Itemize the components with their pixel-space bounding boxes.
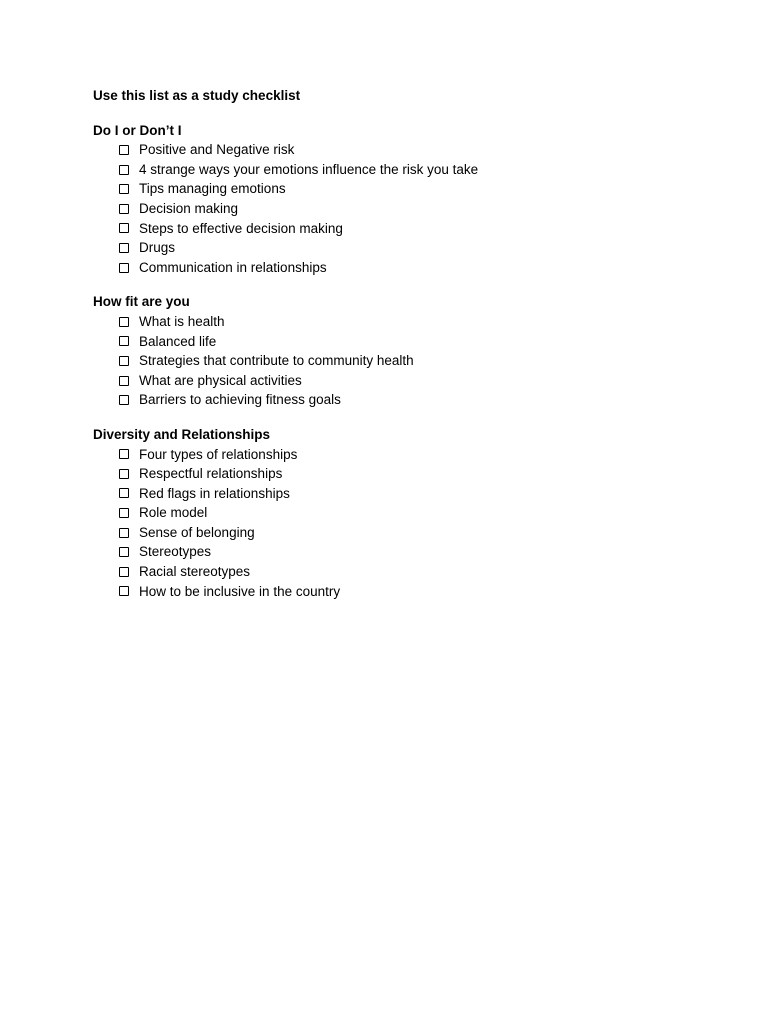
checkbox[interactable] bbox=[119, 204, 129, 214]
checklist-item-label: Communication in relationships bbox=[139, 259, 327, 275]
checklist-item-label: 4 strange ways your emotions influence the risk you take bbox=[139, 161, 479, 177]
checkbox[interactable] bbox=[119, 395, 129, 405]
section-do-i-or-dont-i bbox=[93, 121, 733, 278]
checklist-item bbox=[93, 371, 733, 391]
checklist-item bbox=[93, 160, 733, 180]
checklist-item-label: Decision making bbox=[139, 200, 239, 216]
checklist-item-label: How to be inclusive in the country bbox=[139, 583, 341, 599]
checklist-item bbox=[93, 562, 733, 582]
checkbox[interactable] bbox=[119, 165, 129, 175]
checklist bbox=[93, 140, 733, 277]
checklist-item-label: What is health bbox=[139, 313, 225, 329]
checklist-item-label: Racial stereotypes bbox=[139, 564, 251, 580]
checklist-item bbox=[93, 523, 733, 543]
checklist-item-label: Role model bbox=[139, 505, 208, 521]
section-heading: Diversity and Relationships bbox=[93, 426, 271, 442]
checkbox[interactable] bbox=[119, 567, 129, 577]
checklist-item bbox=[93, 445, 733, 465]
checklist-item bbox=[93, 464, 733, 484]
checklist-item-label: What are physical activities bbox=[139, 372, 302, 388]
section-diversity-and-relationships bbox=[93, 425, 733, 601]
checkbox[interactable] bbox=[119, 508, 129, 518]
checklist-item-label: Barriers to achieving fitness goals bbox=[139, 392, 341, 408]
checkbox[interactable] bbox=[119, 449, 129, 459]
checkbox[interactable] bbox=[119, 547, 129, 557]
section-how-fit-are-you bbox=[93, 292, 733, 410]
checklist-item-label: Positive and Negative risk bbox=[139, 142, 295, 158]
checklist-item-label: Red flags in relationships bbox=[139, 485, 290, 501]
checklist-item bbox=[93, 238, 733, 258]
checklist bbox=[93, 312, 733, 410]
checklist-item-label: Sense of belonging bbox=[139, 524, 255, 540]
checklist-item-label: Stereotypes bbox=[139, 544, 212, 560]
section-heading: Do I or Don’t I bbox=[93, 122, 182, 138]
checkbox[interactable] bbox=[119, 317, 129, 327]
checklist-item bbox=[93, 258, 733, 278]
checklist-item-label: Four types of relationships bbox=[139, 446, 298, 462]
checkbox[interactable] bbox=[119, 243, 129, 253]
checklist-item-label: Strategies that contribute to community health bbox=[139, 353, 414, 369]
checklist-item bbox=[93, 351, 733, 371]
checklist-item bbox=[93, 312, 733, 332]
checklist-item bbox=[93, 484, 733, 504]
checkbox[interactable] bbox=[119, 145, 129, 155]
checklist-item bbox=[93, 199, 733, 219]
checklist-item bbox=[93, 542, 733, 562]
checklist-item-label: Tips managing emotions bbox=[139, 181, 286, 197]
checklist bbox=[93, 445, 733, 602]
checkbox[interactable] bbox=[119, 469, 129, 479]
checklist-item bbox=[93, 179, 733, 199]
checklist-item bbox=[93, 332, 733, 352]
checklist-item bbox=[93, 140, 733, 160]
checkbox[interactable] bbox=[119, 528, 129, 538]
checklist-item bbox=[93, 582, 733, 602]
checklist-item-label: Drugs bbox=[139, 240, 176, 256]
checklist-item-label: Steps to effective decision making bbox=[139, 220, 343, 236]
checkbox[interactable] bbox=[119, 488, 129, 498]
checklist-item bbox=[93, 390, 733, 410]
checklist-item bbox=[93, 503, 733, 523]
checklist-item bbox=[93, 219, 733, 239]
document-page bbox=[93, 86, 733, 616]
checkbox[interactable] bbox=[119, 184, 129, 194]
checkbox[interactable] bbox=[119, 376, 129, 386]
checkbox[interactable] bbox=[119, 223, 129, 233]
checklist-item-label: Balanced life bbox=[139, 333, 217, 349]
checkbox[interactable] bbox=[119, 263, 129, 273]
checkbox[interactable] bbox=[119, 356, 129, 366]
checklist-item-label: Respectful relationships bbox=[139, 466, 283, 482]
checkbox[interactable] bbox=[119, 336, 129, 346]
section-heading: How fit are you bbox=[93, 294, 190, 310]
checkbox[interactable] bbox=[119, 586, 129, 596]
document-title: Use this list as a study checklist bbox=[93, 88, 301, 103]
